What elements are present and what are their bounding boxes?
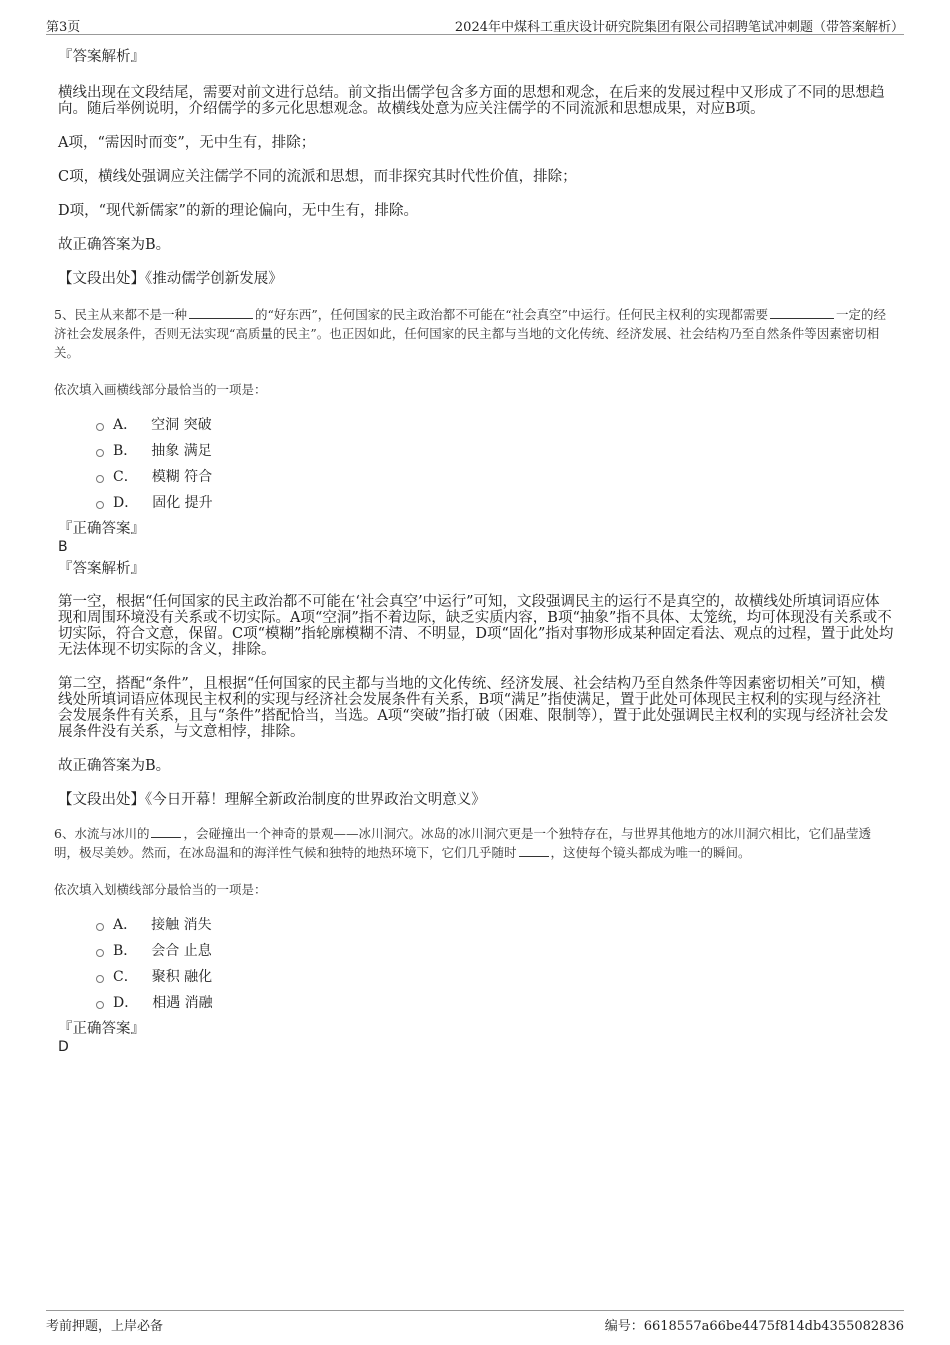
radio-icon[interactable] bbox=[96, 949, 104, 957]
q5-options bbox=[96, 412, 894, 516]
question-hint: 依次填入画横线部分最恰当的一项是： bbox=[54, 382, 267, 397]
question-hint: 依次填入划横线部分最恰当的一项是： bbox=[54, 882, 267, 897]
correct-answer: D bbox=[58, 1039, 69, 1055]
q6-option-c[interactable]: C． 聚积 融化 bbox=[96, 964, 894, 990]
document-id: 编号：6618557a66be4475f814db4355082836 bbox=[604, 1319, 904, 1334]
q6-option-d[interactable]: D． 相遇 消融 bbox=[96, 990, 894, 1016]
page-header bbox=[46, 14, 904, 35]
analysis-paragraph: C项，横线处强调应关注儒学不同的流派和思想，而非探究其时代性价值，排除； bbox=[58, 169, 577, 185]
radio-icon[interactable] bbox=[96, 449, 104, 457]
analysis-label: 『答案解析』 bbox=[58, 561, 145, 577]
radio-icon[interactable] bbox=[96, 501, 104, 509]
question-5: 5、民主从来都不是一种 的“好东西”，任何国家的民主政治都不可能在“社会真空”中运行。任何民主权利的实现都需要 一定的经济社会发展条件，否则无法实现“高质量的民主”。也正因如此，任何国家的民主都与当地的文化传统、经济发展、社会结构乃至自然条件等因素密切相关。 bbox=[54, 307, 887, 360]
document-title: 2024年中煤科工重庆设计研究院集团有限公司招聘笔试冲刺题（带答案解析） bbox=[454, 20, 904, 35]
q6-option-b[interactable]: B． 会合 止息 bbox=[96, 938, 894, 964]
page-footer bbox=[46, 1310, 904, 1335]
analysis-paragraph: A项，“需因时而变”，无中生有，排除； bbox=[58, 135, 316, 151]
analysis-paragraph: 第一空，根据“任何国家的民主政治都不可能在‘社会真空’中运行”可知，文段强调民主的运行不是真空的，故横线处所填词语应体现和周围环境没有关系或不切实际。A项“空洞”指不着边际，缺乏实质内容，B项“抽象”指不具体、太笼统，均可体现没有关系或不切实际，符合文意，保留。C项“模糊”指轮廓模糊不清、不明显，D项“固化”指对事物形成某种固定看法、观点的过程，置于此处均无法体现不切实际的含义，排除。 bbox=[58, 594, 894, 658]
q6-options bbox=[96, 912, 894, 1016]
footer-slogan: 考前押题，上岸必备 bbox=[46, 1319, 164, 1334]
analysis-paragraph: 第二空，搭配“条件”，且根据“任何国家的民主都与当地的文化传统、经济发展、社会结构乃至自然条件等因素密切相关”可知，横线处所填词语应体现民主权利的实现与经济社会发展条件有关系，B项“满足”指使满足，置于此处可体现民主权利的实现与经济社会发展条件有关系，且与“条件”搭配恰当，当选。A项“突破”指打破（困难、限制等），置于此处强调民主权利的实现与经济社会发展条件没有关系，与文意相悖，排除。 bbox=[58, 676, 889, 740]
source-citation: 【文段出处】《推动儒学创新发展》 bbox=[58, 271, 283, 287]
q5-option-a[interactable]: A． 空洞 突破 bbox=[96, 412, 894, 438]
q5-option-d[interactable]: D． 固化 提升 bbox=[96, 490, 894, 516]
analysis-label: 『答案解析』 bbox=[58, 49, 145, 65]
radio-icon[interactable] bbox=[96, 1001, 104, 1009]
source-citation: 【文段出处】《今日开幕！理解全新政治制度的世界政治文明意义》 bbox=[58, 792, 486, 808]
radio-icon[interactable] bbox=[96, 475, 104, 483]
answer-blank bbox=[189, 307, 253, 319]
answer-blank bbox=[151, 826, 181, 838]
answer-blank bbox=[770, 307, 834, 319]
radio-icon[interactable] bbox=[96, 423, 104, 431]
analysis-paragraph: 横线出现在文段结尾，需要对前文进行总结。前文指出儒学包含多方面的思想和观念，在后来的发展过程中又形成了不同的思想趋向。随后举例说明，介绍儒学的多元化思想观念。故横线处意为应关注儒学的不同流派和思想成果，对应B项。 bbox=[58, 85, 885, 117]
analysis-paragraph: D项，“现代新儒家”的新的理论偏向，无中生有，排除。 bbox=[58, 203, 418, 219]
conclusion: 故正确答案为B。 bbox=[58, 758, 171, 774]
q5-option-c[interactable]: C． 模糊 符合 bbox=[96, 464, 894, 490]
correct-answer-label: 『正确答案』 bbox=[58, 521, 145, 537]
radio-icon[interactable] bbox=[96, 975, 104, 983]
answer-blank bbox=[519, 845, 549, 857]
correct-answer-label: 『正确答案』 bbox=[58, 1021, 145, 1037]
question-6: 6、水流与冰川的 ，会碰撞出一个神奇的景观——冰川洞穴。冰岛的冰川洞穴更是一个独特存在，与世界其他地方的冰川洞穴相比，它们晶莹透明，极尽美妙。然而，在冰岛温和的海洋性气候和独特的地热环境下，它们几乎随时 ，这使每个镜头都成为唯一的瞬间。 bbox=[54, 826, 871, 860]
correct-answer: B bbox=[58, 539, 68, 555]
radio-icon[interactable] bbox=[96, 923, 104, 931]
q5-option-b[interactable]: B． 抽象 满足 bbox=[96, 438, 894, 464]
conclusion: 故正确答案为B。 bbox=[58, 237, 171, 253]
page-content bbox=[54, 44, 894, 1056]
q6-option-a[interactable]: A． 接触 消失 bbox=[96, 912, 894, 938]
page-number: 第3页 bbox=[46, 20, 81, 35]
